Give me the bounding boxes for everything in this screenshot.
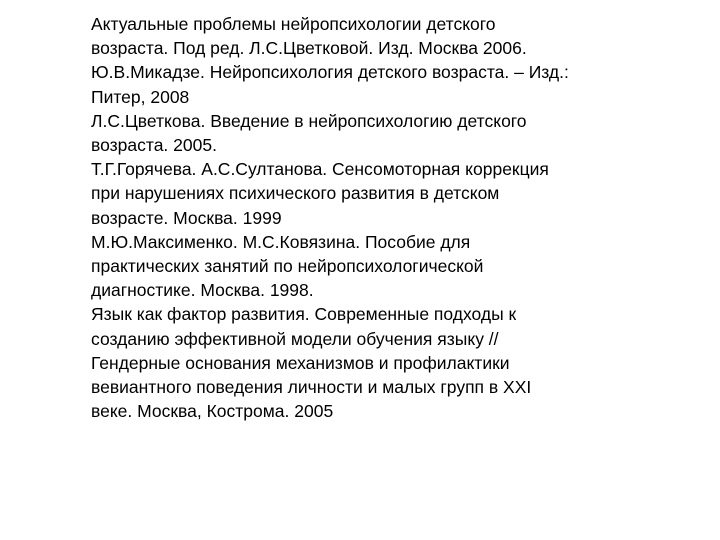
reference-line: возраста. Под ред. Л.С.Цветковой. Изд. Москва 2006.: [91, 38, 527, 59]
reference-line: созданию эффективной модели обучения языку //: [91, 328, 499, 349]
reference-line: Актуальные проблемы нейропсихологии детского: [91, 14, 496, 34]
reference-list: [91, 12, 691, 423]
reference-line: Л.С.Цветкова. Введение в нейропсихологию детского: [91, 110, 527, 131]
reference-item-2: [91, 60, 691, 108]
reference-line: Т.Г.Горячева. А.С.Султанова. Сенсомоторная коррекция: [91, 159, 549, 180]
reference-item-5: [91, 230, 691, 303]
reference-line: Гендерные основания механизмов и профилактики: [91, 352, 510, 373]
reference-item-6: [91, 302, 691, 423]
reference-line: вевиантного поведения личности и малых групп в XXI: [91, 377, 532, 398]
reference-line: при нарушениях психического развития в детском: [91, 183, 500, 204]
reference-line: диагностике. Москва. 1998.: [91, 280, 314, 301]
reference-line: Язык как фактор развития. Современные подходы к: [91, 304, 517, 325]
reference-line: возрасте. Москва. 1999: [91, 207, 282, 228]
reference-line: возраста. 2005.: [91, 135, 217, 156]
reference-line: Питер, 2008: [91, 86, 190, 107]
reference-item-4: [91, 157, 691, 230]
reference-line: Ю.В.Микадзе. Нейропсихология детского возраста. – Изд.:: [91, 62, 569, 83]
reference-line: практических занятий по нейропсихологической: [91, 256, 484, 277]
reference-line: М.Ю.Максименко. М.С.Ковязина. Пособие для: [91, 231, 471, 252]
reference-item-3: [91, 109, 691, 157]
reference-line: веке. Москва, Кострома. 2005: [91, 401, 334, 422]
reference-item-1: [91, 12, 691, 60]
